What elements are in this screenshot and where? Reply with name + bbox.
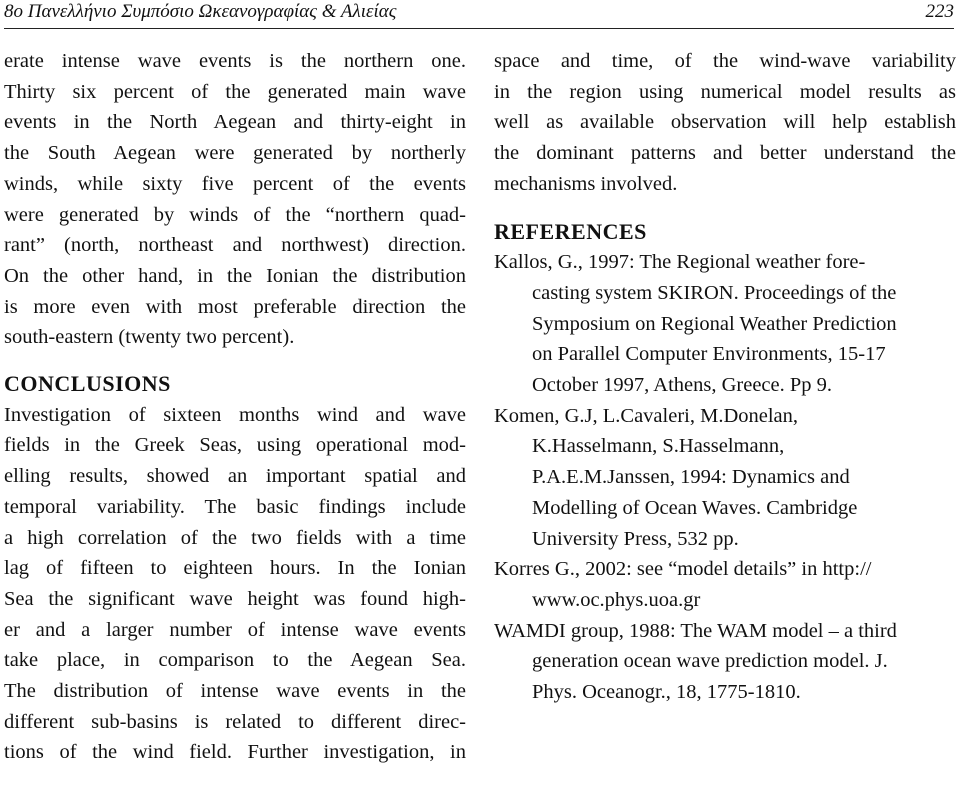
reference-line: Phys. Oceanogr., 18, 1775-1810.	[532, 681, 801, 704]
text-line: well as available observation will help establish	[494, 111, 956, 134]
reference-line: on Parallel Computer Environments, 15-17	[532, 343, 886, 366]
text-line: The distribution of intense wave events in the	[4, 680, 466, 703]
reference-line: generation ocean wave prediction model. J.	[532, 650, 888, 673]
text-line: in the region using numerical model results as	[494, 80, 956, 103]
intro-paragraph	[4, 46, 466, 353]
reference-item	[494, 247, 956, 401]
right-column	[494, 46, 956, 708]
reference-item	[494, 401, 956, 555]
text-line: a high correlation of the two fields with a time	[4, 526, 466, 549]
text-line: On the other hand, in the Ionian the distribution	[4, 264, 466, 287]
reference-line: casting system SKIRON. Proceedings of the	[532, 281, 897, 304]
text-line: elling results, showed an important spatial and	[4, 465, 466, 488]
reference-line: October 1997, Athens, Greece. Pp 9.	[532, 374, 833, 397]
reference-line: Modelling of Ocean Waves. Cambridge	[532, 496, 858, 519]
text-line: lag of fifteen to eighteen hours. In the Ionian	[4, 557, 466, 580]
reference-item	[494, 554, 956, 615]
reference-first-line: Komen, G.J, L.Cavaleri, M.Donelan,	[494, 404, 799, 427]
text-line: mechanisms involved.	[494, 172, 678, 195]
conclusions-heading: CONCLUSIONS	[4, 371, 171, 397]
text-line: were generated by winds of the “northern quad-	[4, 203, 466, 226]
text-line: rant” (north, northeast and northwest) direction.	[4, 234, 466, 257]
reference-line: www.oc.phys.uoa.gr	[532, 588, 701, 611]
references-heading: REFERENCES	[494, 218, 647, 244]
text-line: events in the North Aegean and thirty-eight in	[4, 111, 466, 134]
text-line: different sub-basins is related to different direc-	[4, 710, 466, 733]
text-line: south-eastern (twenty two percent).	[4, 326, 295, 349]
reference-list	[494, 247, 956, 708]
text-line: Thirty six percent of the generated main wave	[4, 80, 466, 103]
left-column	[4, 46, 466, 768]
reference-line: P.A.E.M.Janssen, 1994: Dynamics and	[532, 466, 850, 489]
text-line: winds, while sixty five percent of the events	[4, 172, 466, 195]
continuation-paragraph	[494, 46, 956, 200]
text-line: is more even with most preferable direction the	[4, 295, 466, 318]
running-header	[4, 0, 954, 29]
reference-line: University Press, 532 pp.	[532, 527, 739, 550]
page-number: 223	[925, 1, 954, 22]
conference-title: 8ο Πανελλήνιο Συμπόσιο Ωκεανογραφίας & Αλιείας	[4, 1, 397, 22]
text-line: Investigation of sixteen months wind and wave	[4, 403, 466, 426]
reference-first-line: Korres G., 2002: see “model details” in http://	[494, 558, 872, 581]
text-line: take place, in comparison to the Aegean Sea.	[4, 649, 466, 672]
reference-first-line: Kallos, G., 1997: The Regional weather fore-	[494, 251, 866, 274]
text-line: the dominant patterns and better understand the	[494, 142, 956, 165]
text-line: er and a larger number of intense wave events	[4, 618, 466, 641]
reference-item	[494, 616, 956, 708]
conclusions-paragraph	[4, 400, 466, 768]
reference-first-line: WAMDI group, 1988: The WAM model – a third	[494, 619, 897, 642]
text-line: tions of the wind field. Further investigation, in	[4, 741, 466, 764]
text-line: erate intense wave events is the northern one.	[4, 50, 466, 72]
text-line: temporal variability. The basic findings include	[4, 495, 466, 518]
text-line: Sea the significant wave height was found high-	[4, 587, 466, 610]
reference-line: Symposium on Regional Weather Prediction	[532, 312, 897, 335]
text-line: fields in the Greek Seas, using operational mod-	[4, 434, 466, 457]
reference-line: K.Hasselmann, S.Hasselmann,	[532, 435, 785, 458]
text-line: space and time, of the wind-wave variability	[494, 50, 956, 72]
text-line: the South Aegean were generated by northerly	[4, 142, 466, 165]
